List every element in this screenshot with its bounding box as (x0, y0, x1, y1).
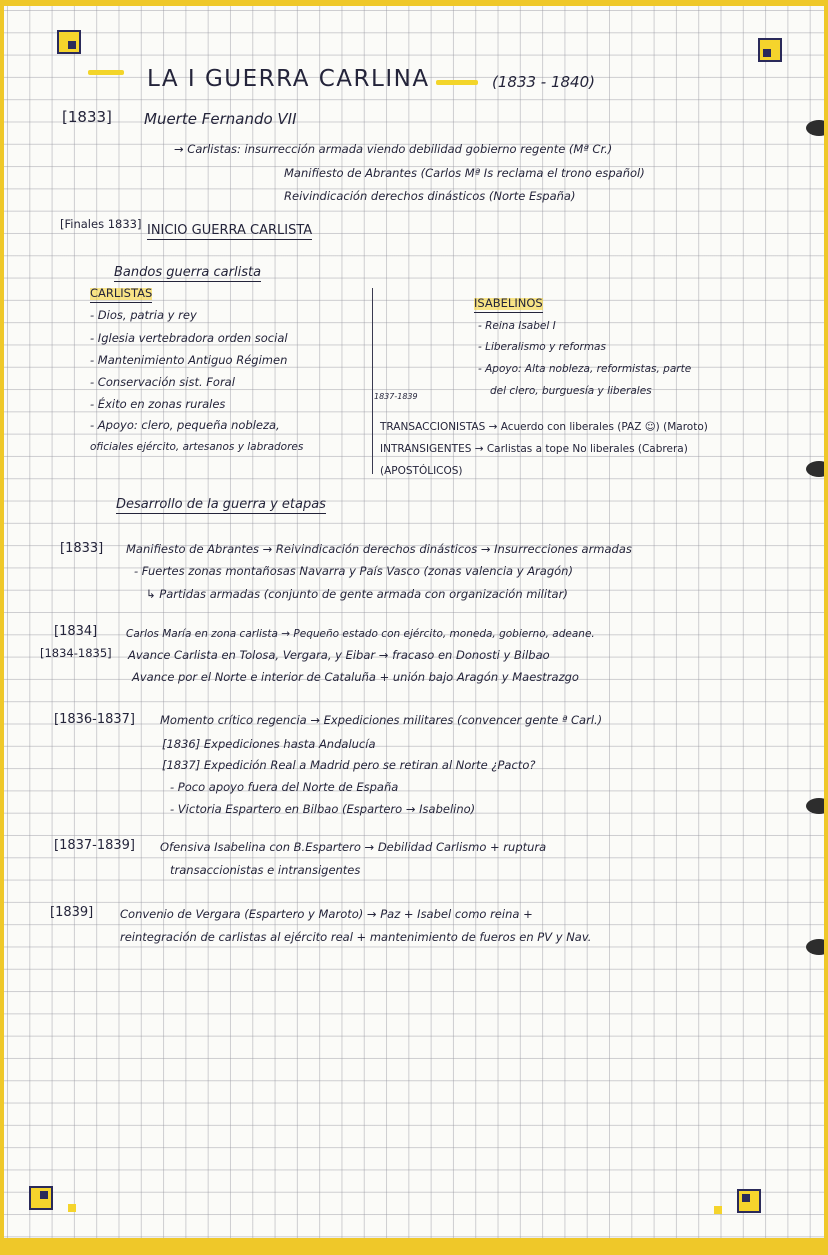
isabelinos-title (474, 298, 543, 313)
timeline-text: Avance Carlista en Tolosa, Vergara, y Eibar → fracaso en Donosti y Bilbao (128, 648, 550, 662)
bandos-heading: Bandos guerra carlista (114, 265, 262, 280)
corner-marker-icon (57, 30, 81, 54)
isabelinos-item: - Liberalismo y reformas (478, 341, 606, 353)
intransigentes-line: INTRANSIGENTES → Carlistas a tope No liberales (Cabrera) (380, 443, 688, 455)
timeline-year: [1834] (54, 624, 98, 639)
yellow-tick (714, 1206, 722, 1214)
yellow-tick (68, 1204, 76, 1212)
timeline-text: Ofensiva Isabelina con B.Espartero → Debilidad Carlismo + ruptura (160, 840, 547, 854)
timeline-year: [1836-1837] (54, 712, 136, 727)
transaccionistas-line: TRANSACCIONISTAS → Acuerdo con liberales (PAZ ☺) (Maroto) (380, 421, 708, 433)
desarrollo-heading: Desarrollo de la guerra y etapas (116, 497, 326, 512)
timeline-text: [1836] Expediciones hasta Andalucía (162, 737, 376, 751)
section-year: [1833] (62, 108, 112, 126)
carlistas-item: - Mantenimiento Antiguo Régimen (90, 353, 288, 367)
section-heading: INICIO GUERRA CARLISTA (147, 223, 313, 238)
note-line: → Carlistas: insurrección armada viendo debilidad gobierno regente (Mª Cr.) (174, 142, 613, 156)
timeline-text: - Fuertes zonas montañosas Navarra y País Vasco (zonas valencia y Aragón) (134, 564, 573, 578)
timeline-text: [1837] Expedición Real a Madrid pero se retiran al Norte ¿Pacto? (162, 758, 536, 772)
apostolicos-line: (APOSTÓLICOS) (380, 465, 463, 477)
carlistas-item: oficiales ejército, artesanos y labradores (90, 441, 304, 453)
timeline-year: [1833] (60, 541, 104, 556)
timeline-year: [1837-1839] (54, 838, 136, 853)
title-highlight (436, 80, 478, 85)
binder-hole-icon (806, 939, 824, 955)
corner-marker-icon (29, 1186, 53, 1210)
binder-hole-icon (806, 798, 824, 814)
timeline-year: [1834-1835] (40, 646, 112, 660)
carlistas-item: - Apoyo: clero, pequeña nobleza, (90, 418, 280, 432)
title-highlight (88, 70, 124, 75)
timeline-text: Convenio de Vergara (Espartero y Maroto) → Paz + Isabel como reina + (120, 907, 533, 921)
carlistas-item: - Conservación sist. Foral (90, 375, 235, 389)
corner-marker-icon (758, 38, 782, 62)
carlistas-item: - Dios, patria y rey (90, 308, 197, 322)
timeline-text: - Victoria Espartero en Bilbao (Espartero → Isabelino) (170, 802, 476, 816)
timeline-text: ↳ Partidas armadas (conjunto de gente armada con organización militar) (146, 587, 568, 601)
isabelinos-item: - Reina Isabel I (478, 320, 556, 332)
timeline-text: Carlos María en zona carlista → Pequeño estado con ejército, moneda, gobierno, adeane. (126, 628, 595, 640)
section-heading: Muerte Fernando VII (144, 110, 297, 128)
timeline-text: - Poco apoyo fuera del Norte de España (170, 780, 399, 794)
note-line: Reivindicación derechos dinásticos (Norte España) (284, 189, 576, 203)
binder-hole-icon (806, 461, 824, 477)
timeline-text: reintegración de carlistas al ejército real + mantenimiento de fueros en PV y Nav. (120, 930, 592, 944)
split-years: 1837-1839 (374, 392, 418, 401)
section-year: [Finales 1833] (60, 217, 142, 231)
timeline-text: Avance por el Norte e interior de Cataluña + unión bajo Aragón y Maestrazgo (132, 670, 579, 684)
notebook-page (4, 6, 824, 1238)
timeline-text: transaccionistas e intransigentes (170, 863, 361, 877)
carlistas-title-text: CARLISTAS (90, 286, 153, 300)
column-divider (372, 288, 373, 474)
page-title: LA I GUERRA CARLINA (147, 66, 430, 92)
isabelinos-item: del clero, burguesía y liberales (490, 385, 652, 397)
carlistas-title (90, 288, 152, 303)
carlistas-item: - Éxito en zonas rurales (90, 397, 226, 411)
timeline-text: Manifiesto de Abrantes → Reivindicación derechos dinásticos → Insurrecciones armadas (126, 542, 632, 556)
binder-hole-icon (806, 120, 824, 136)
corner-marker-icon (737, 1189, 761, 1213)
note-line: Manifiesto de Abrantes (Carlos Mª Is reclama el trono español) (284, 166, 645, 180)
timeline-year: [1839] (50, 905, 94, 920)
timeline-text: Momento crítico regencia → Expediciones militares (convencer gente ª Carl.) (160, 713, 603, 727)
carlistas-item: - Iglesia vertebradora orden social (90, 331, 288, 345)
isabelinos-title-text: ISABELINOS (474, 296, 543, 310)
isabelinos-item: - Apoyo: Alta nobleza, reformistas, parte (478, 363, 692, 375)
title-years: (1833 - 1840) (492, 73, 596, 91)
